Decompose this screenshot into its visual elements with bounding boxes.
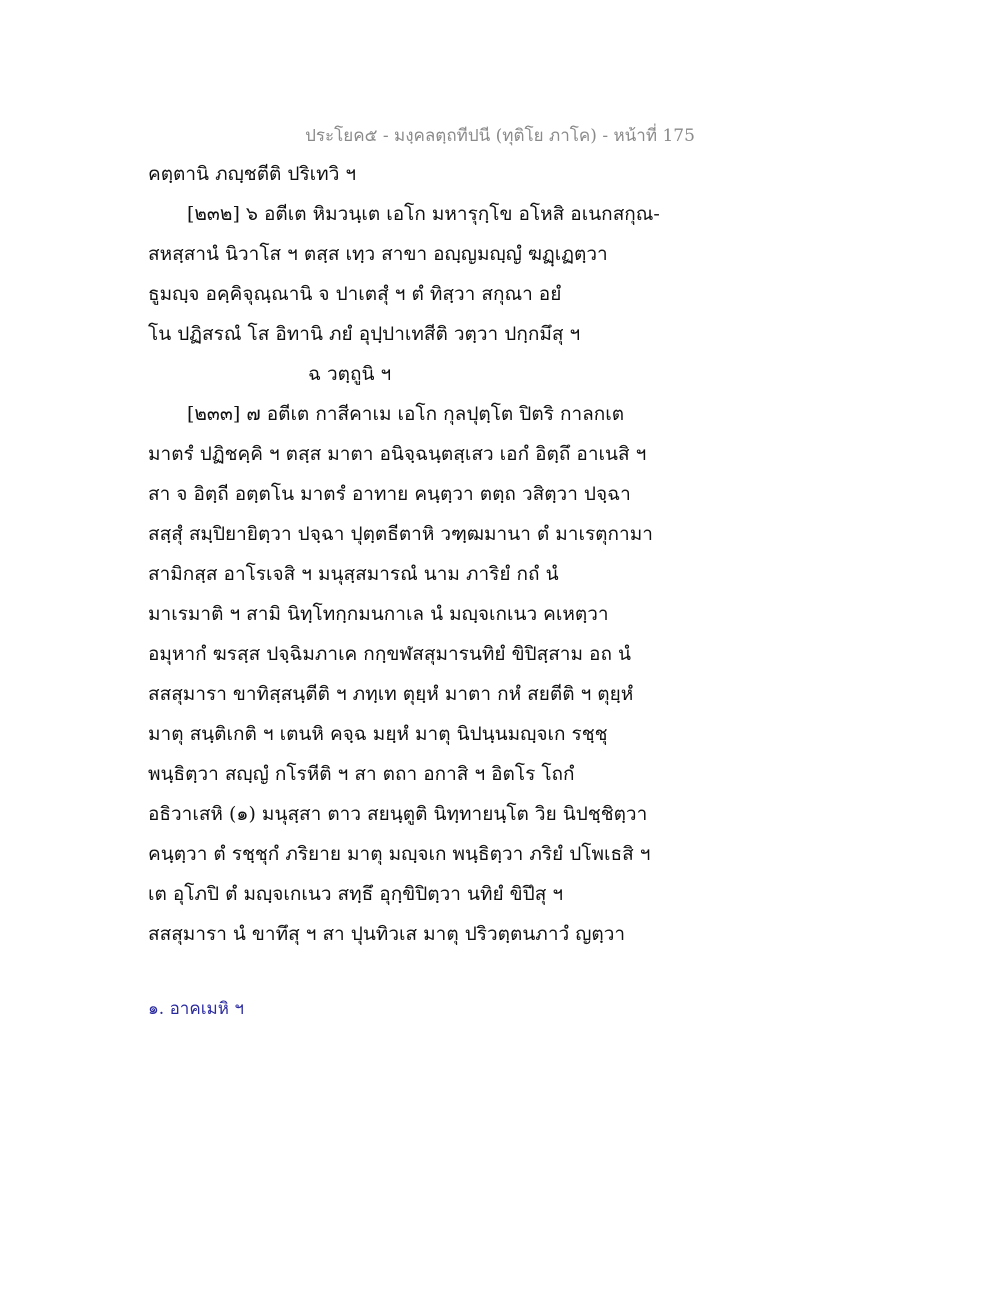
- text-line: ธูมญฺจ อคฺคิจุณฺณานิ จ ปาเตสุํ ฯ ตํ ทิสฺวา สกุณา อยํ: [148, 283, 562, 305]
- text-line: คตฺตานิ ภญฺชตีติ ปริเทวิ ฯ: [148, 163, 357, 185]
- text-line: สสสุมารา นํ ขาทึสุ ฯ สา ปุนทิวเส มาตุ ปริวตฺตนภาวํ ญตฺวา: [148, 923, 626, 945]
- page-header: ประโยค๕ - มงฺคลตฺถทีปนี (ทุติโย ภาโค) - หน้าที่ 175: [305, 126, 695, 146]
- text-line: เต อุโภปิ ตํ มญฺจเกเนว สทฺธึ อุกฺขิปิตฺวา นทิยํ ขิปึสุ ฯ: [148, 883, 564, 905]
- text-line: สามิกสฺส อาโรเจสิ ฯ มนุสฺสมารณํ นาม ภาริยํ กถํ นํ: [148, 563, 559, 585]
- text-line: สสฺสุํ สมฺปิยายิตฺวา ปจฺฉา ปุตฺตธีตาหิ วฑฺฒมานา ตํ มาเรตุกามา: [148, 523, 653, 545]
- text-line: มาเรมาติ ฯ สามิ นิทฺโทกฺกมนกาเล นํ มญฺจเกเนว คเหตฺวา: [148, 603, 609, 625]
- text-line: อมุหากํ ฆรสฺส ปจฺฉิมภาเค กกฺขฬสสุมารนทิยํ ขิปิสฺสาม อถ นํ: [148, 643, 631, 665]
- text-line: มาตรํ ปฏิชคฺคิ ฯ ตสฺส มาตา อนิจฺฉนฺตสฺเสว เอกํ อิตฺถึ อาเนสิ ฯ: [148, 443, 647, 465]
- footnote: ๑. อาคเมหิ ฯ: [148, 999, 244, 1019]
- text-line: มาตุ สนฺติเกติ ฯ เตนหิ คจฺฉ มยฺหํ มาตุ นิปนฺนมญฺจเก รชฺชุ: [148, 723, 608, 745]
- text-line: สสสุมารา ขาทิสฺสนฺตีติ ฯ ภทฺเท ตุยฺหํ มาตา กหํ สยตีติ ฯ ตุยฺหํ: [148, 683, 634, 705]
- text-line: อธิวาเสหิ (๑) มนุสฺสา ตาว สยนฺตูติ นิทฺทายนฺโต วิย นิปชฺชิตฺวา: [148, 803, 648, 825]
- text-line: [๒๓๒] ๖ อตีเต หิมวนฺเต เอโก มหารุกฺโข อโหสิ อเนกสกุณ-: [187, 203, 660, 225]
- text-line: [๒๓๓] ๗ อตีเต กาสีคาเม เอโก กุลปุตฺโต ปิตริ กาลกเต: [187, 403, 625, 425]
- text-line: คนฺตฺวา ตํ รชฺชุกํ ภริยาย มาตุ มญฺจเก พนฺธิตฺวา ภริยํ ปโพเธสิ ฯ: [148, 843, 651, 865]
- text-line: โน ปฏิสรณํ โส อิทานิ ภยํ อุปฺปาเทสีติ วตฺวา ปกฺกมึสุ ฯ: [148, 323, 581, 345]
- text-line: พนฺธิตฺวา สญฺญํ กโรหีติ ฯ สา ตถา อกาสิ ฯ อิตโร โถกํ: [148, 763, 575, 785]
- text-line: สหสฺสานํ นิวาโส ฯ ตสฺส เทฺว สาขา อญฺญมญฺญํ ฆฏฺเฏตฺวา: [148, 243, 608, 265]
- section-heading: ฉ วตฺถูนิ ฯ: [308, 363, 392, 385]
- text-line: สา จ อิตฺถี อตฺตโน มาตรํ อาทาย คนฺตฺวา ตตฺถ วสิตฺวา ปจฺฉา: [148, 483, 631, 505]
